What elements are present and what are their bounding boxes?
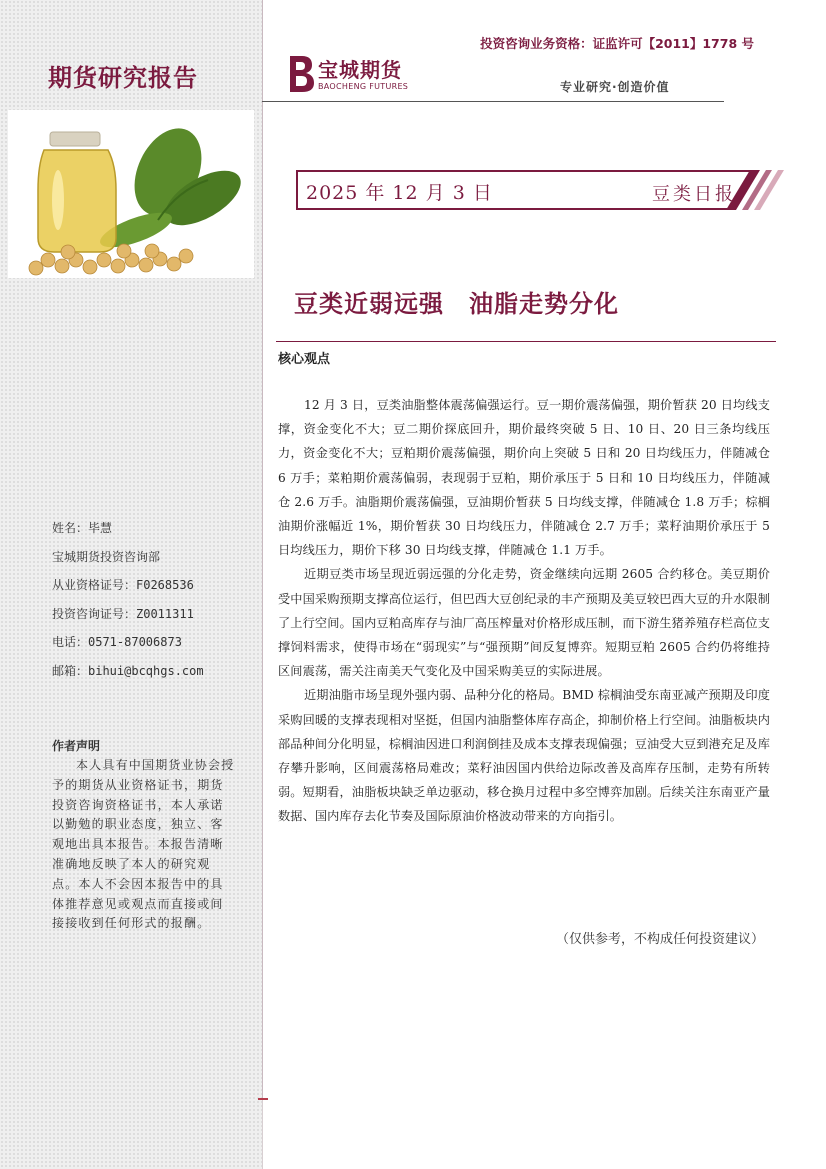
paragraph-market-summary: 12 月 3 日，豆类油脂整体震荡偏强运行。豆一期价震荡偏强，期价暂获 20 日均线支撑，资金变化不大；豆二期价探底回升，期价最终突破 5 日、10 日、20 日三条均线压力，资金变化不大；豆粕期价震荡偏强，期价向上突破 5 日和 20 日均线压力，伴随减仓 6 万手；菜粕期价震荡偏弱，表现弱于豆粕，期价承压于 5 日和 10 日均线压力，伴随减仓 2.6 万手。油脂期价震荡偏强，豆油期价暂获 5 日均线支撑，伴随减仓 1.8 万手；棕榈油期价涨幅近 1%，期价暂获 30 日均线压力，伴随减仓 2.7 万手；菜籽油期价承压于 5 日均线压力，期价下移 30 日均线支撑，伴随减仓 1.1 万手。 xyxy=(278,398,770,558)
logo-subtext: BAOCHENG FUTURES xyxy=(318,82,409,91)
sidebar-divider-bottom xyxy=(262,1100,263,1169)
company-slogan: 专业研究·创造价值 xyxy=(560,80,670,94)
logo-b-icon xyxy=(284,52,316,96)
date-banner xyxy=(296,170,786,210)
logo-text: 宝城期货 xyxy=(318,58,402,82)
report-title: 豆类近弱远强 油脂走势分化 xyxy=(294,290,619,318)
soybean-oil-illustration xyxy=(8,110,254,278)
analyst-info xyxy=(52,514,204,685)
analyst-consulting-no: 投资咨询证号：Z0011311 xyxy=(52,606,194,621)
paragraph-soybean-analysis: 近期豆类市场呈现近弱远强的分化走势，资金继续向远期 2605 合约移仓。美豆期价受中国采购预期支撑高位运行，但巴西大豆创纪录的丰产预期及美豆较巴西大豆的升水限制了上行空间。国内豆粕高库存与油厂高压榨量对价格形成压制，而下游生猪养殖存栏高位支撑饲料需求，使得市场在“弱现实”与“强预期”间反复博弈。短期豆粕 2605 合约仍将维持区间震荡，需关注南美天气变化及中国采购美豆的实际进展。 xyxy=(278,567,770,679)
title-rule xyxy=(276,341,776,342)
soybean-oil-image xyxy=(8,110,254,278)
report-category: 豆类日报 xyxy=(652,184,736,205)
analyst-name: 姓名：毕慧 xyxy=(52,521,113,535)
report-date: 2025 年 12 月 3 日 xyxy=(306,182,493,204)
analyst-qualification: 从业资格证号：F0268536 xyxy=(52,578,194,592)
banner-stripes-icon xyxy=(716,170,786,210)
declaration-title: 作者声明 xyxy=(52,739,101,753)
declaration-text: 本人具有中国期货业协会授予的期货从业资格证书，期货投资咨询资格证书，本人承诺以勤勉的职业态度，独立、客观地出具本报告。本报告清晰准确地反映了本人的研究观点。本人不会因本报告中的具体推荐意见或观点而直接或间接接收到任何形式的报酬。 xyxy=(52,758,235,931)
report-type-label: 期货研究报告 xyxy=(48,64,198,92)
sidebar-mark xyxy=(258,1098,268,1100)
paragraph-oil-analysis: 近期油脂市场呈现外强内弱、品种分化的格局。BMD 棕榈油受东南亚减产预期及印度采购回暖的支撑表现相对坚挺，但国内油脂整体库存高企，抑制价格上行空间。油脂板块内部品种间分化明显，棕榈油因进口利润倒挂及成本支撑表现偏强；豆油受大豆到港充足及库存攀升影响，区间震荡格局难改；菜籽油因国内供给边际改善及高库存压制，走势有所转弱。短期看，油脂板块缺乏单边驱动，移仓换月过程中多空博弈加剧。后续关注东南亚产量数据、国内库存去化节奏及国际原油价格波动带来的方向指引。 xyxy=(278,688,770,824)
report-body xyxy=(278,393,770,829)
license-info: 投资咨询业务资格：证监许可【2011】1778 号 xyxy=(480,36,754,51)
header-rule xyxy=(262,101,724,102)
analyst-phone: 电话：0571-87006873 xyxy=(52,635,182,649)
analyst-department: 宝城期货投资咨询部 xyxy=(52,549,161,564)
analyst-email[interactable]: 邮箱：bihui@bcqhgs.com xyxy=(52,663,204,678)
sidebar-divider xyxy=(262,0,263,1100)
date-banner-box xyxy=(296,170,736,210)
section-heading: 核心观点 xyxy=(278,352,331,367)
disclaimer: （仅供参考，不构成任何投资建议） xyxy=(555,932,764,947)
